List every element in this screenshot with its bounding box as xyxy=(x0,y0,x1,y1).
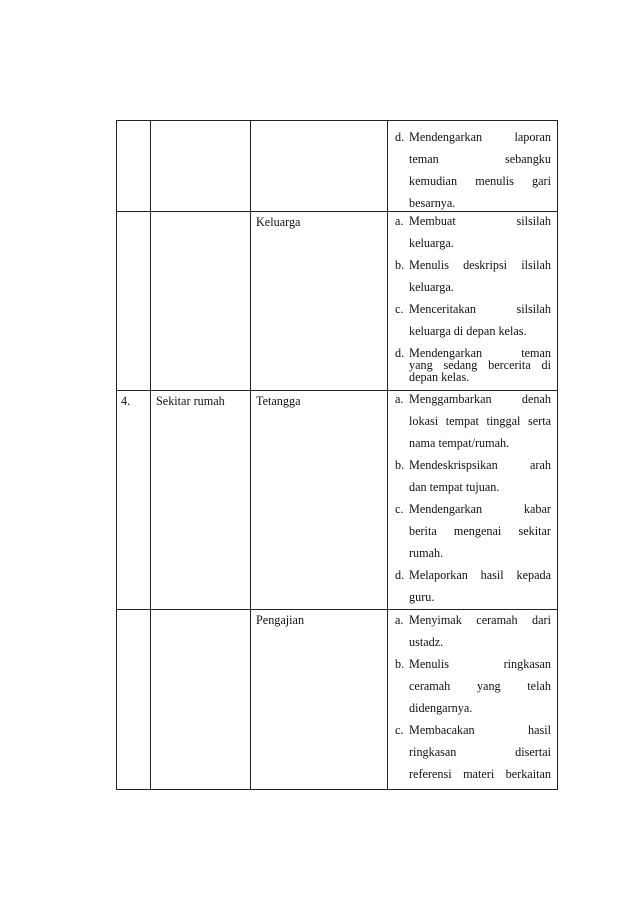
table-border-v xyxy=(387,120,388,790)
activity-item-text: Membacakan hasil xyxy=(409,723,551,737)
activity-item-marker: b. xyxy=(395,657,405,671)
activity-item-text: Menyimak ceramah dari xyxy=(409,613,551,627)
activity-item-text: ringkasan disertai xyxy=(409,745,551,759)
row-subtheme: Pengajian xyxy=(256,613,305,627)
table-border-h xyxy=(116,609,558,610)
table-border-v xyxy=(150,120,151,790)
table-border-h xyxy=(116,211,558,212)
table-border-v xyxy=(250,120,251,790)
table-border-v xyxy=(116,120,117,790)
activity-item-text: Menulis ringkasan xyxy=(409,657,551,671)
activity-item-text: yang sedang bercerita di xyxy=(409,358,551,372)
activity-item-text: rumah. xyxy=(409,546,444,560)
activity-item-text: ustadz. xyxy=(409,635,444,649)
activity-item-marker: b. xyxy=(395,258,405,272)
activity-item-marker: c. xyxy=(395,302,404,316)
activity-item-text: nama tempat/rumah. xyxy=(409,436,510,450)
table-border-h xyxy=(116,789,558,790)
activity-item-text: keluarga di depan kelas. xyxy=(409,324,527,338)
activity-item-marker: b. xyxy=(395,458,405,472)
activity-item-text: Mendengarkan laporan xyxy=(409,130,551,144)
activity-item-text: Melaporkan hasil kepada xyxy=(409,568,551,582)
activity-item-marker: d. xyxy=(395,346,405,360)
activity-item-text: Membuat silsilah xyxy=(409,214,551,228)
activity-item-text: dan tempat tujuan. xyxy=(409,480,500,494)
activity-item-text: Menceritakan silsilah xyxy=(409,302,551,316)
activity-item-text: Menggambarkan denah xyxy=(409,392,551,406)
table-border-h xyxy=(116,390,558,391)
row-theme: Sekitar rumah xyxy=(156,394,225,408)
activity-item-marker: a. xyxy=(395,613,404,627)
activity-item-text: Menulis deskripsi ilsilah xyxy=(409,258,551,272)
activity-item-text: besarnya. xyxy=(409,196,456,210)
activity-item-marker: d. xyxy=(395,568,405,582)
activity-item-marker: a. xyxy=(395,214,404,228)
activity-item-text: depan kelas. xyxy=(409,370,470,384)
row-subtheme: Tetangga xyxy=(256,394,301,408)
activity-item-text: Mendeskrispsikan arah xyxy=(409,458,551,472)
activity-item-text: referensi materi berkaitan xyxy=(409,767,551,781)
activity-item-marker: c. xyxy=(395,723,404,737)
activity-item-text: keluarga. xyxy=(409,280,454,294)
activity-item-text: Mendengarkan kabar xyxy=(409,502,551,516)
activity-item-text: teman sebangku xyxy=(409,152,551,166)
activity-item-text: guru. xyxy=(409,590,435,604)
activity-item-marker: d. xyxy=(395,130,405,144)
activity-item-marker: a. xyxy=(395,392,404,406)
activity-item-text: ceramah yang telah xyxy=(409,679,551,693)
activity-item-text: berita mengenai sekitar xyxy=(409,524,551,538)
activity-item-text: lokasi tempat tinggal serta xyxy=(409,414,551,428)
activity-item-text: kemudian menulis gari xyxy=(409,174,551,188)
activity-item-marker: c. xyxy=(395,502,404,516)
activity-item-text: keluarga. xyxy=(409,236,454,250)
table-border-v xyxy=(557,120,558,790)
row-subtheme: Keluarga xyxy=(256,215,301,229)
table-border-h xyxy=(116,120,558,121)
activity-item-text: Mendengarkan teman xyxy=(409,346,551,360)
row-number: 4. xyxy=(121,394,131,408)
activity-item-text: didengarnya. xyxy=(409,701,473,715)
